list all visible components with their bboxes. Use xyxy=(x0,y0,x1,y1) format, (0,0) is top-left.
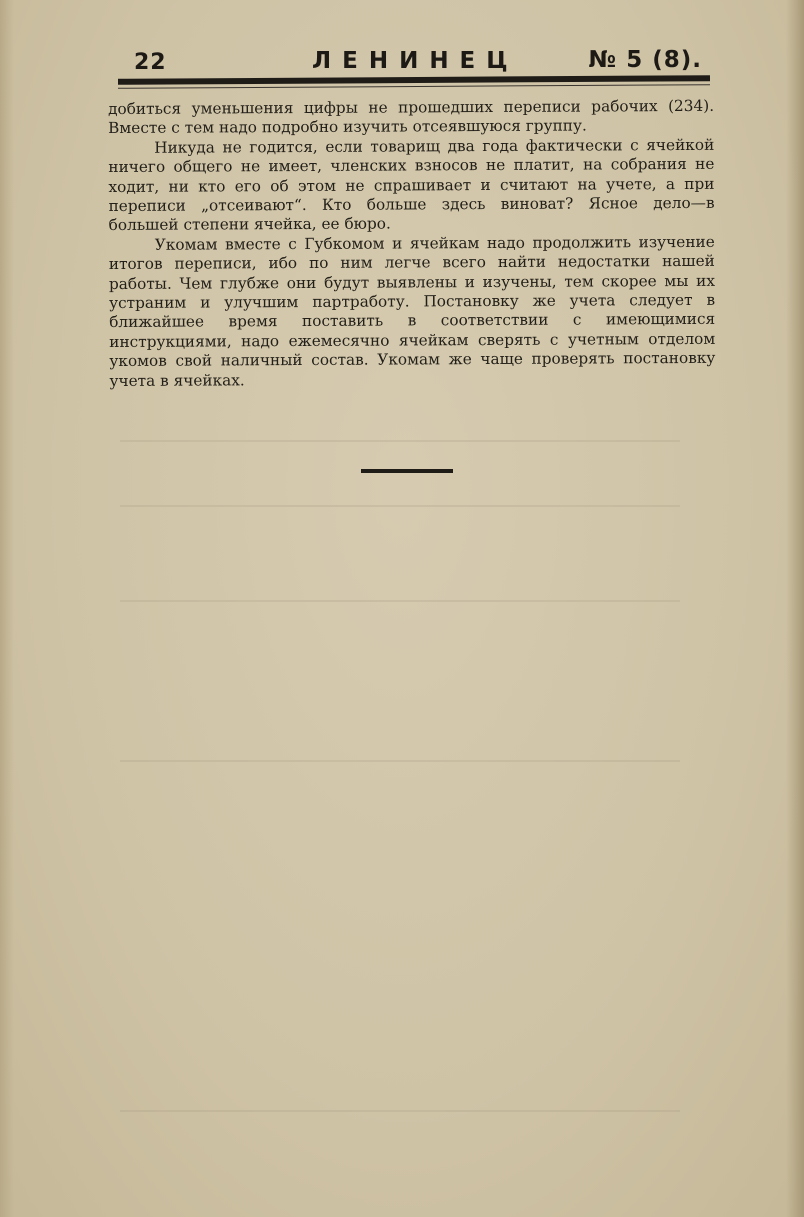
article-body xyxy=(108,97,716,391)
page-edge-shadow-right xyxy=(786,0,804,1217)
journal-title: ЛЕНИНЕЦ xyxy=(312,48,519,74)
paragraph: добиться уменьшения цифры не прошедших переписи рабочих (234). Вместе с тем надо подробно изучить отсеявшуюся группу. xyxy=(108,96,715,138)
page-number: 22 xyxy=(134,50,167,75)
show-through-line xyxy=(120,440,680,442)
running-header xyxy=(130,44,710,78)
page-edge-shadow-left xyxy=(0,0,14,1217)
paragraph: Никуда не годится, если товарищ два года фактически с ячейкой ничего общего не имеет, членских взносов не платит, на собрания не ходит, ни кто его об этом не спрашивает и считают на учете, а при переписи „отсеивают“. Кто больше здесь виноват? Ясное дело—в большей степени ячейка, ее бюро. xyxy=(108,135,715,235)
header-rule-thin xyxy=(118,84,710,89)
end-of-article-rule xyxy=(361,469,453,473)
show-through-line xyxy=(120,1110,680,1112)
paragraph: Укомам вместе с Губкомом и ячейкам надо продолжить изучение итогов переписи, ибо по ним легче всего найти недостатки нашей работы. Чем глубже они будут выявлены и изучены, тем скорее мы их устраним и улучшим партработу. Постановку же учета следует в ближайшее время поставить в соответствии с имеющимися инструкциями, надо ежемесячно ячейкам сверять с учетным отделом укомов свой наличный состав. Укомам же чаще проверять постановку учета в ячейках. xyxy=(108,232,716,390)
show-through-line xyxy=(120,600,680,602)
show-through-line xyxy=(120,760,680,762)
issue-number: № 5 (8). xyxy=(588,47,702,73)
show-through-line xyxy=(120,505,680,507)
